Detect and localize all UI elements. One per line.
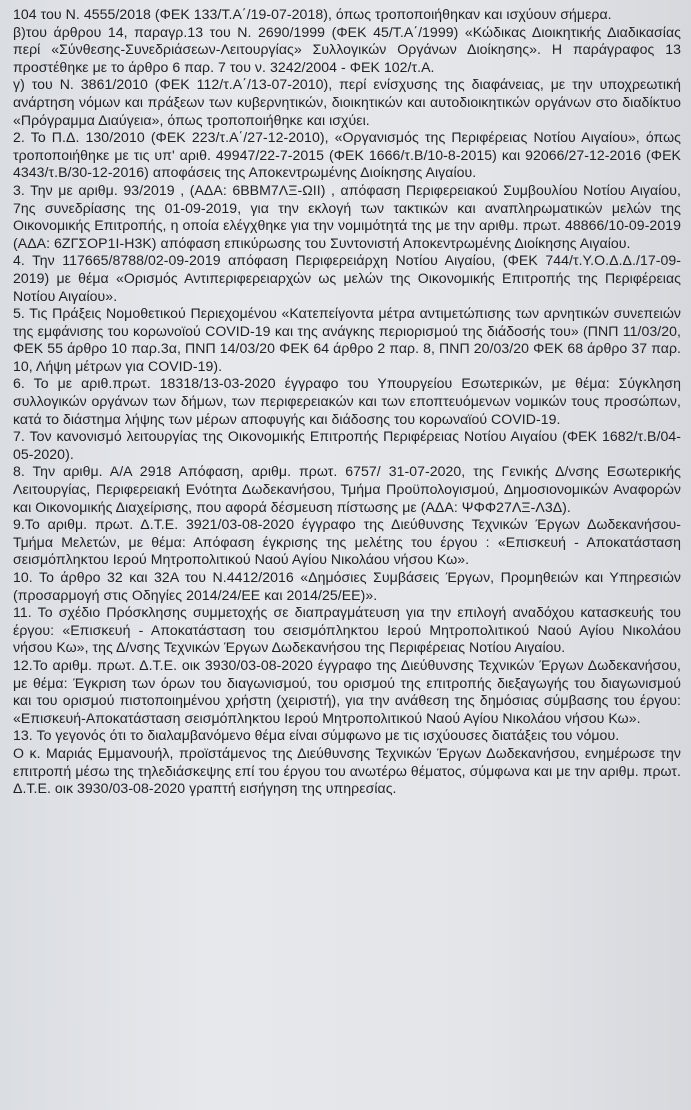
paragraph-law-2690: β)του άρθρου 14, παραγρ.13 του Ν. 2690/1999 (ΦΕΚ 45/Τ.Α΄/1999) «Κώδικας Διοικητικής Διαδικασίας περί «Σύνθεσης-Συνεδριάσεων-Λειτουργίας» Συλλογικών Οργάνων Διοίκησης». Η παράγραφος 13 προστέθηκε με το άρθρο 6 παρ. 7 του ν. 3242/2004 - ΦΕΚ 102/τ.Α. (13, 23, 681, 75)
paragraph-law-4555: 104 του Ν. 4555/2018 (ΦΕΚ 133/Τ.Α΄/19-07-2018), όπως τροποποιήθηκαν και ισχύουν σήμερα. (13, 6, 612, 22)
paragraph-item-3: 3. Την με αριθμ. 93/2019 , (ΑΔΑ: 6ΒΒΜ7ΛΞ-ΩΙΙ) , απόφαση Περιφερειακού Συμβουλίου Νοτίου Αιγαίου, 7ης συνεδρίασης της 01-09-2019, για την εκλογή των τακτικών και αναπληρωματικών μελών της Οικονομικής Επιτροπής, η οποία ελέγχθηκε για την νομιμότητά της με την αριθμ. πρωτ. 48866/10-09-2019 (ΑΔΑ: 6ΖΓΣΟΡ1Ι-Η3Κ) απόφαση επικύρωσης του Συντονιστή Αποκεντρωμένης Διοίκησης Αιγαίου. (13, 181, 681, 251)
paragraph-item-6: 6. Το με αριθ.πρωτ. 18318/13-03-2020 έγγραφο του Υπουργείου Εσωτερικών, με θέμα: Σύγκληση συλλογικών οργάνων των δήμων, των περιφερειακών και των εποπτευόμενων νομικών τους προσώπων, κατά το διάστημα λήψης των μέρων αποφυγής και διάδοσης του κορωναϊού COVID-19. (13, 375, 681, 427)
paragraph-item-2: 2. Το Π.Δ. 130/2010 (ΦΕΚ 223/τ.Α΄/27-12-2010), «Οργανισμός της Περιφέρειας Νοτίου Αιγαίου», όπως τροποποιήθηκε με τις υπ' αριθ. 49947/22-7-2015 (ΦΕΚ 1666/τ.Β/10-8-2015) και 92066/27-12-2016 (ΦΕΚ 4343/τ.Β/30-12-2016) αποφάσεις της Αποκεντρωμένης Διοίκησης Αιγαίου. (13, 129, 681, 181)
paragraph-item-5: 5. Τις Πράξεις Νομοθετικού Περιεχομένου «Κατεπείγοντα μέτρα αντιμετώπισης των αρνητικών συνεπειών της εμφάνισης του κορωνοϊού COVID-19 και της ανάγκης περιορισμού της διάδοσής του» (ΠΝΠ 11/03/20, ΦΕΚ 55 άρθρο 10 παρ.3α, ΠΝΠ 14/03/20 ΦΕΚ 64 άρθρο 2 παρ. 8, ΠΝΠ 20/03/20 ΦΕΚ 68 άρθρο 37 παρ. 10, Λήψη μέτρων για COVID-19). (13, 305, 681, 374)
paragraph-item-10: 10. Το άρθρο 32 και 32Α του Ν.4412/2016 «Δημόσιες Συμβάσεις Έργων, Προμηθειών και Υπηρεσιών (προσαρμογή στις Οδηγίες 2014/24/ΕΕ και 2014/25/ΕΕ)». (13, 569, 681, 603)
document-body (13, 6, 681, 798)
paragraph-item-7: 7. Τον κανονισμό λειτουργίας της Οικονομικής Επιτροπής Περιφέρειας Νοτίου Αιγαίου (ΦΕΚ 1682/τ.Β/04-05-2020). (13, 428, 681, 462)
paragraph-item-13: 13. Το γεγονός ότι το διαλαμβανόμενο θέμα είναι σύμφωνο με τις ισχύουσες διατάξεις του νόμου. (13, 727, 620, 744)
paragraph-item-8: 8. Την αριθμ. Α/Α 2918 Απόφαση, αριθμ. πρωτ. 6757/ 31-07-2020, της Γενικής Δ/νσης Εσωτερικής Λειτουργίας, Περιφερειακή Ενότητα Δωδεκανήσου, Τμήμα Προϋπολογισμού, Δημοσιονομικών Αναφορών και Οικονομικής Διαχείρισης, που αφορά δέσμευση πίστωσης με (ΑΔΑ: ΨΦΦ27ΛΞ-Λ3Δ). (13, 463, 681, 515)
paragraph-briefing: Ο κ. Μαριάς Εμμανουήλ, προϊστάμενος της Διεύθυνσης Τεχνικών Έργων Δωδεκανήσου, ενημέρωσε την επιτροπή μέσω της τηλεδιάσκεψης επί του έργου του ανωτέρω θέματος, σύμφωνα και με την αριθμ. πρωτ. Δ.Τ.Ε. οικ 3930/03-08-2020 γραπτή εισήγηση της υπηρεσίας. (13, 744, 681, 797)
paragraph-law-3861: γ) του Ν. 3861/2010 (ΦΕΚ 112/τ.Α΄/13-07-2010), περί ενίσχυσης της διαφάνειας, με την υποχρεωτική ανάρτηση νόμων και πράξεων των κυβερνητικών, διοικητικών και αυτοδιοικητικών οργάνων στο διαδίκτυο «Πρόγραμμα Διαύγεια», όπως τροποποιήθηκε και ισχύει. (13, 76, 681, 128)
paragraph-item-9: 9.Το αριθμ. πρωτ. Δ.Τ.Ε. 3921/03-08-2020 έγγραφο της Διεύθυνσης Τεχνικών Έργων Δωδεκανήσου- Τμήμα Μελετών, με θέμα: Απόφαση έγκρισης της μελέτης του έργου : «Επισκευή - Αποκατάσταση σεισμόπληκτου Ιερού Μητροπολιτικού Ναού Αγίου Νικολάου νήσου Κω». (13, 516, 681, 568)
paragraph-item-4: 4. Την 117665/8788/02-09-2019 απόφαση Περιφερειάρχη Νοτίου Αιγαίου, (ΦΕΚ 744/τ.Υ.Ο.Δ.Δ./17-09-2019) με θέμα «Ορισμός Αντιπεριφερειαρχών ως μελών της Οικονομικής Επιτροπής της Περιφέρειας Νοτίου Αιγαίου». (13, 252, 681, 304)
paragraph-item-12: 12.Το αριθμ. πρωτ. Δ.Τ.Ε. οικ 3930/03-08-2020 έγγραφο της Διεύθυνσης Τεχνικών Έργων Δωδεκανήσου, με θέμα: Έγκριση των όρων του διαγωνισμού, του ορισμού της επιτροπής διεξαγωγής του διαγωνισμού και του ορισμού πιστοποιημένου χρήστη (χειριστή), για την ανάθεση της δημόσιας σύμβασης του έργου: «Επισκευή-Αποκατάσταση σεισμόπληκτου Ιερού Μητροπολιτικού Ναού Αγίου Νικολάου νήσου Κω». (13, 656, 681, 726)
paragraph-item-11: 11. Το σχέδιο Πρόσκλησης συμμετοχής σε διαπραγμάτευση για την επιλογή αναδόχου κατασκευής του έργου: «Επισκευή - Αποκατάσταση του σεισμόπληκτου Ιερού Μητροπολιτικού Ναού Αγίου Νικολάου νήσου Κω», της Δ/νσης Τεχνικών Έργων Δωδεκανήσου της Περιφέρειας Νοτίου Αιγαίου. (13, 604, 681, 656)
